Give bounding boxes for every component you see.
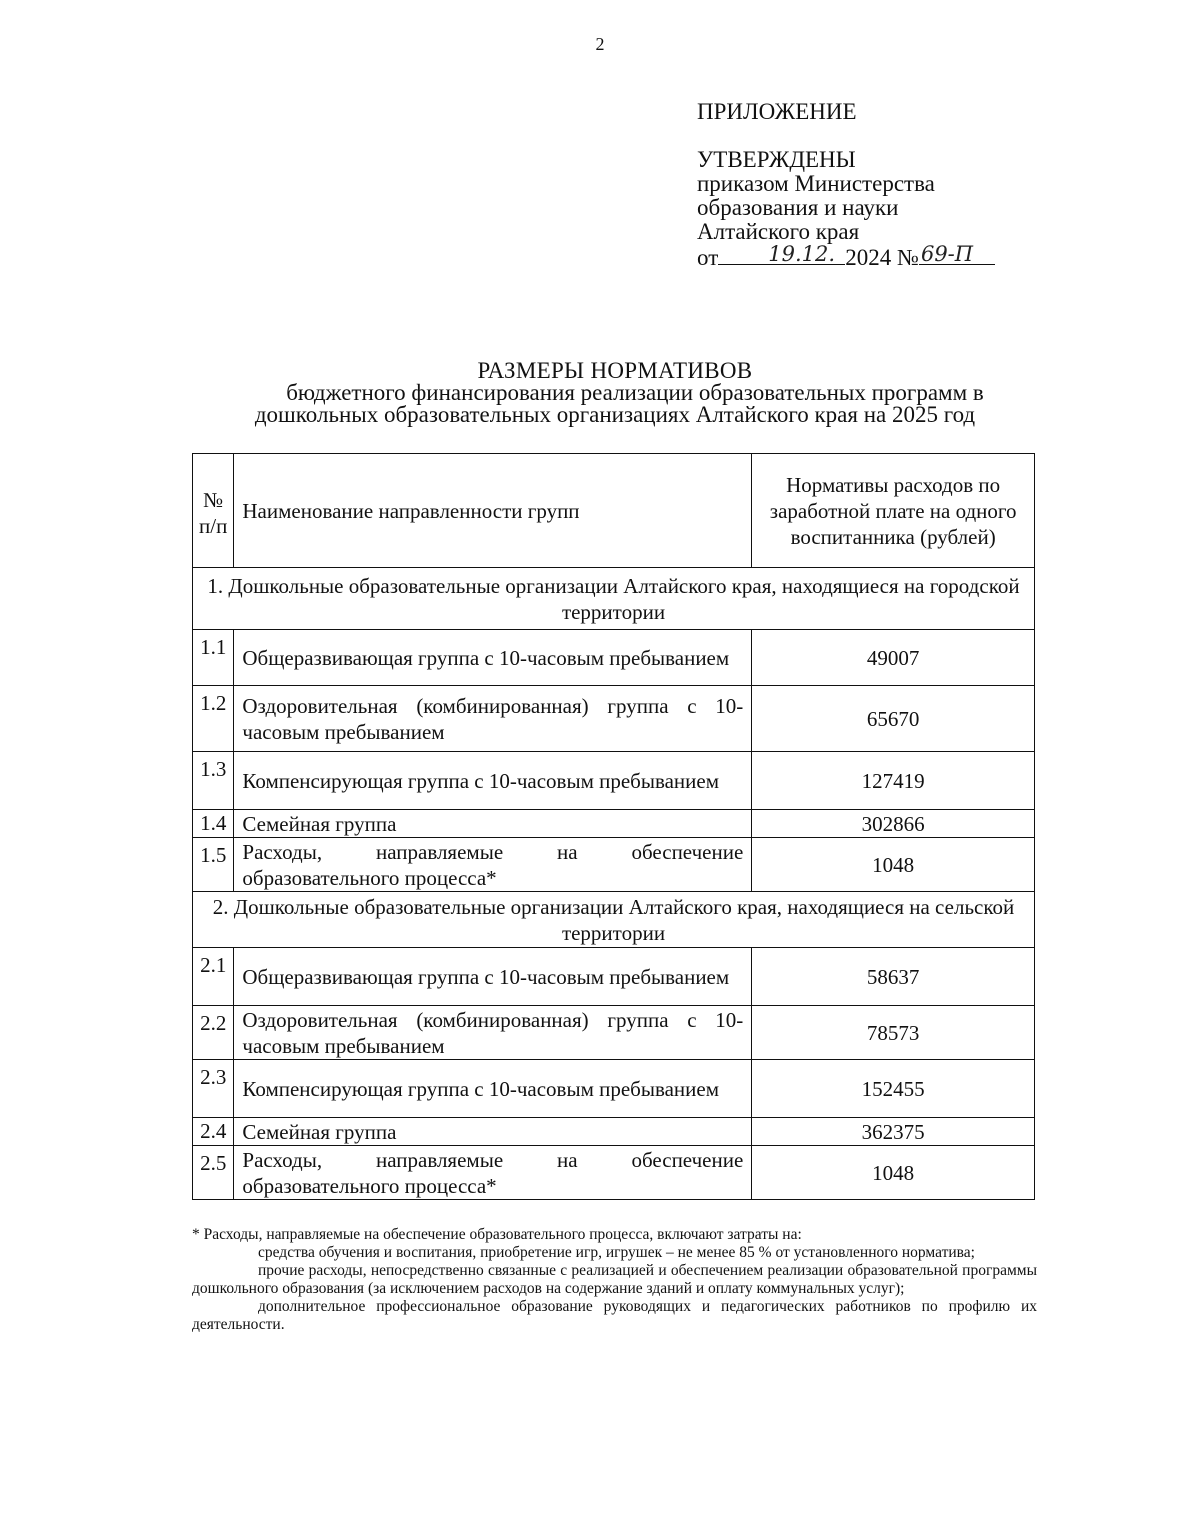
date-prefix: от: [697, 245, 719, 270]
row-value: 1048: [752, 838, 1035, 892]
row-num: 1.2: [193, 686, 234, 752]
handwritten-date: 19.12.: [768, 242, 836, 266]
row-value: 58637: [752, 948, 1035, 1006]
approval-stamp: [697, 100, 995, 270]
row-num: 2.2: [193, 1006, 234, 1060]
row-value: 49007: [752, 630, 1035, 686]
table-row: [193, 948, 1035, 1006]
row-value: 302866: [752, 810, 1035, 838]
approval-line-1: приказом Министерства: [697, 171, 935, 196]
row-num: 1.1: [193, 630, 234, 686]
table-row: [193, 1006, 1035, 1060]
row-name: Оздоровительная (комбинированная) группа с 10-часовым пребыванием: [234, 1006, 752, 1060]
header-name: Наименование направленности групп: [234, 454, 752, 568]
table-row: [193, 686, 1035, 752]
row-num: 2.3: [193, 1060, 234, 1118]
approved-label: УТВЕРЖДЕНЫ: [697, 147, 856, 172]
row-value: 127419: [752, 752, 1035, 810]
footnote-intro: * Расходы, направляемые на обеспечение образовательного процесса, включают затраты на:: [192, 1226, 802, 1243]
row-name: Расходы, направляемые на обеспечение образовательного процесса*: [234, 838, 752, 892]
row-num: 2.5: [193, 1146, 234, 1200]
row-name: Общеразвивающая группа с 10-часовым пребыванием: [234, 948, 752, 1006]
table-row: [193, 1146, 1035, 1200]
footnote-item: прочие расходы, непосредственно связанные с реализацией и обеспечением реализации образовательной программы дошкольного образования (за исключением расходов на содержание зданий и оплату коммунальных услуг);: [192, 1262, 1037, 1297]
footnote-item: средства обучения и воспитания, приобретение игр, игрушек – не менее 85 % от установленного норматива;: [258, 1244, 975, 1261]
approval-line-3: Алтайского края: [697, 219, 860, 244]
section-row-1: [193, 568, 1035, 630]
footnote-item: дополнительное профессиональное образование руководящих и педагогических работников по профилю их деятельности.: [192, 1298, 1037, 1333]
row-value: 65670: [752, 686, 1035, 752]
row-value: 362375: [752, 1118, 1035, 1146]
row-value: 152455: [752, 1060, 1035, 1118]
table-row: [193, 752, 1035, 810]
row-name: Расходы, направляемые на обеспечение образовательного процесса*: [234, 1146, 752, 1200]
title-line-3: дошкольных образовательных организациях Алтайского края на 2025 год: [254, 402, 976, 427]
row-value: 78573: [752, 1006, 1035, 1060]
header-value: Нормативы расходов по заработной плате на одного воспитанника (рублей): [752, 454, 1035, 568]
section-row-2: [193, 892, 1035, 948]
table-row: [193, 1118, 1035, 1146]
page-number: 2: [595, 34, 605, 54]
number-blank: [919, 244, 995, 265]
row-num: 1.5: [193, 838, 234, 892]
header-num: № п/п: [193, 454, 234, 568]
table-row: [193, 630, 1035, 686]
approval-date-line: [697, 244, 995, 270]
date-blank: [718, 244, 845, 265]
date-year: 2024: [845, 245, 892, 270]
norms-table: [192, 453, 1035, 1200]
approval-line-2: образования и науки: [697, 195, 899, 220]
table-header-row: [193, 454, 1035, 568]
appendix-label: ПРИЛОЖЕНИЕ: [697, 99, 857, 124]
footnote: [192, 1226, 1037, 1334]
section-title-1: 1. Дошкольные образовательные организации Алтайского края, находящиеся на городской территории: [193, 568, 1035, 630]
number-sign: №: [897, 245, 919, 270]
table-row: [193, 1060, 1035, 1118]
row-name: Компенсирующая группа с 10-часовым пребыванием: [234, 752, 752, 810]
row-num: 2.4: [193, 1118, 234, 1146]
title-line-2: бюджетного финансирования реализации образовательных программ в: [286, 380, 984, 405]
table-row: [193, 838, 1035, 892]
row-name: Семейная группа: [234, 810, 752, 838]
row-name: Общеразвивающая группа с 10-часовым пребыванием: [234, 630, 752, 686]
document-title: [150, 360, 1080, 426]
row-name: Оздоровительная (комбинированная) группа с 10-часовым пребыванием: [234, 686, 752, 752]
section-title-2: 2. Дошкольные образовательные организации Алтайского края, находящиеся на сельской территории: [193, 892, 1035, 948]
table-row: [193, 810, 1035, 838]
title-line-1: РАЗМЕРЫ НОРМАТИВОВ: [477, 358, 753, 383]
row-num: 2.1: [193, 948, 234, 1006]
row-name: Компенсирующая группа с 10-часовым пребыванием: [234, 1060, 752, 1118]
row-num: 1.3: [193, 752, 234, 810]
row-num: 1.4: [193, 810, 234, 838]
row-value: 1048: [752, 1146, 1035, 1200]
handwritten-number: 69-П: [920, 242, 974, 266]
row-name: Семейная группа: [234, 1118, 752, 1146]
